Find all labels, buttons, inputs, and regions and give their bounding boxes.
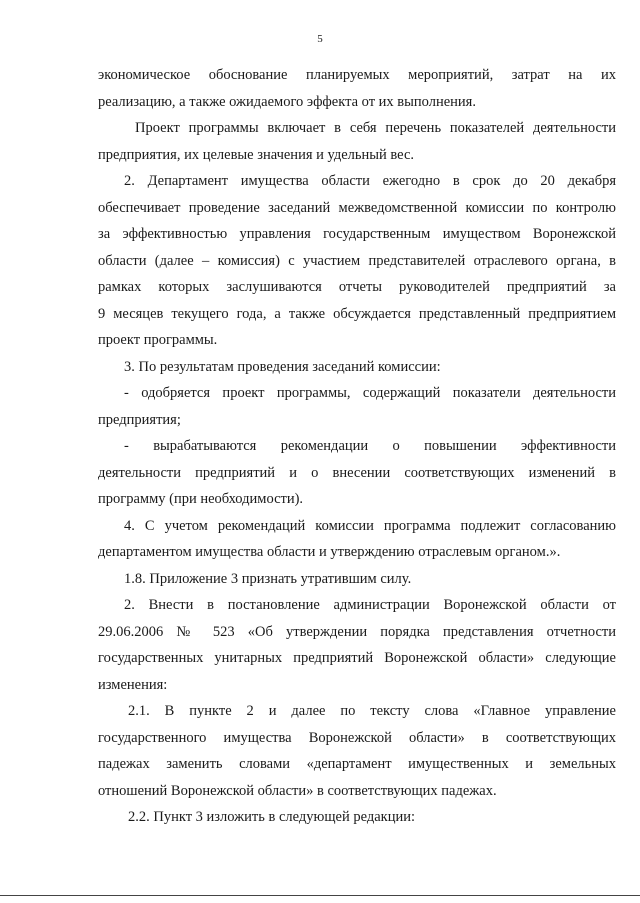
text-line: государственного имущества Воронежской области» в соответствующих [98, 729, 616, 746]
text-line: обеспечивает проведение заседаний межведомственной комиссии по контролю [98, 199, 616, 216]
text-line: реализацию, а также ожидаемого эффекта от их выполнения. [98, 93, 476, 110]
text-line: департаментом имущества области и утверждению отраслевым органом.». [98, 544, 561, 560]
text-line: 4. С учетом рекомендаций комиссии программа подлежит согласованию [124, 517, 616, 534]
text-line: отношений Воронежской области» в соответствующих падежах. [98, 782, 497, 799]
text-line: проект программы. [98, 332, 218, 348]
text-line: программу (при необходимости). [98, 491, 304, 507]
page-number: 5 [317, 33, 323, 45]
text-line: - одобряется проект программы, содержащий показатели деятельности [124, 385, 616, 401]
text-line: падежах заменить словами «департамент имущественных и земельных [98, 756, 616, 772]
text-line: деятельности предприятий и о внесении соответствующих изменений в [98, 464, 616, 481]
text-line: 2. Департамент имущества области ежегодно в срок до 20 декабря [124, 173, 616, 189]
text-line: 2.1. В пункте 2 и далее по тексту слова «Главное управление [128, 703, 616, 719]
text-line: 9 месяцев текущего года, а также обсуждается представленный предприятием [98, 305, 616, 322]
text-line: изменения: [98, 676, 168, 693]
document-body [98, 62, 616, 831]
text-line: предприятия, их целевые значения и удельный вес. [98, 146, 415, 163]
text-line: предприятия; [98, 411, 181, 428]
text-line: за эффективностью управления государственным имуществом Воронежской [98, 226, 616, 242]
text-line: 2.2. Пункт 3 изложить в следующей редакции: [128, 809, 416, 825]
text-line: области (далее – комиссия) с участием представителей отраслевого органа, в [98, 252, 616, 269]
text-line: 3. По результатам проведения заседаний комиссии: [124, 358, 441, 375]
text-line: государственных унитарных предприятий Воронежской области» следующие [98, 650, 616, 666]
bottom-rule [0, 895, 640, 896]
text-line: рамках которых заслушиваются отчеты руководителей предприятий за [98, 279, 616, 295]
text-line: экономическое обоснование планируемых мероприятий, затрат на их [98, 67, 616, 83]
text-line: - вырабатываются рекомендации о повышении эффективности [124, 438, 616, 454]
text-line: Проект программы включает в себя перечень показателей деятельности [135, 120, 616, 136]
text-line: 2. Внести в постановление администрации Воронежской области от [124, 597, 616, 613]
text-line: 1.8. Приложение 3 признать утратившим силу. [124, 570, 412, 587]
text-line: 29.06.2006 № 523 «Об утверждении порядка представления отчетности [98, 623, 616, 640]
